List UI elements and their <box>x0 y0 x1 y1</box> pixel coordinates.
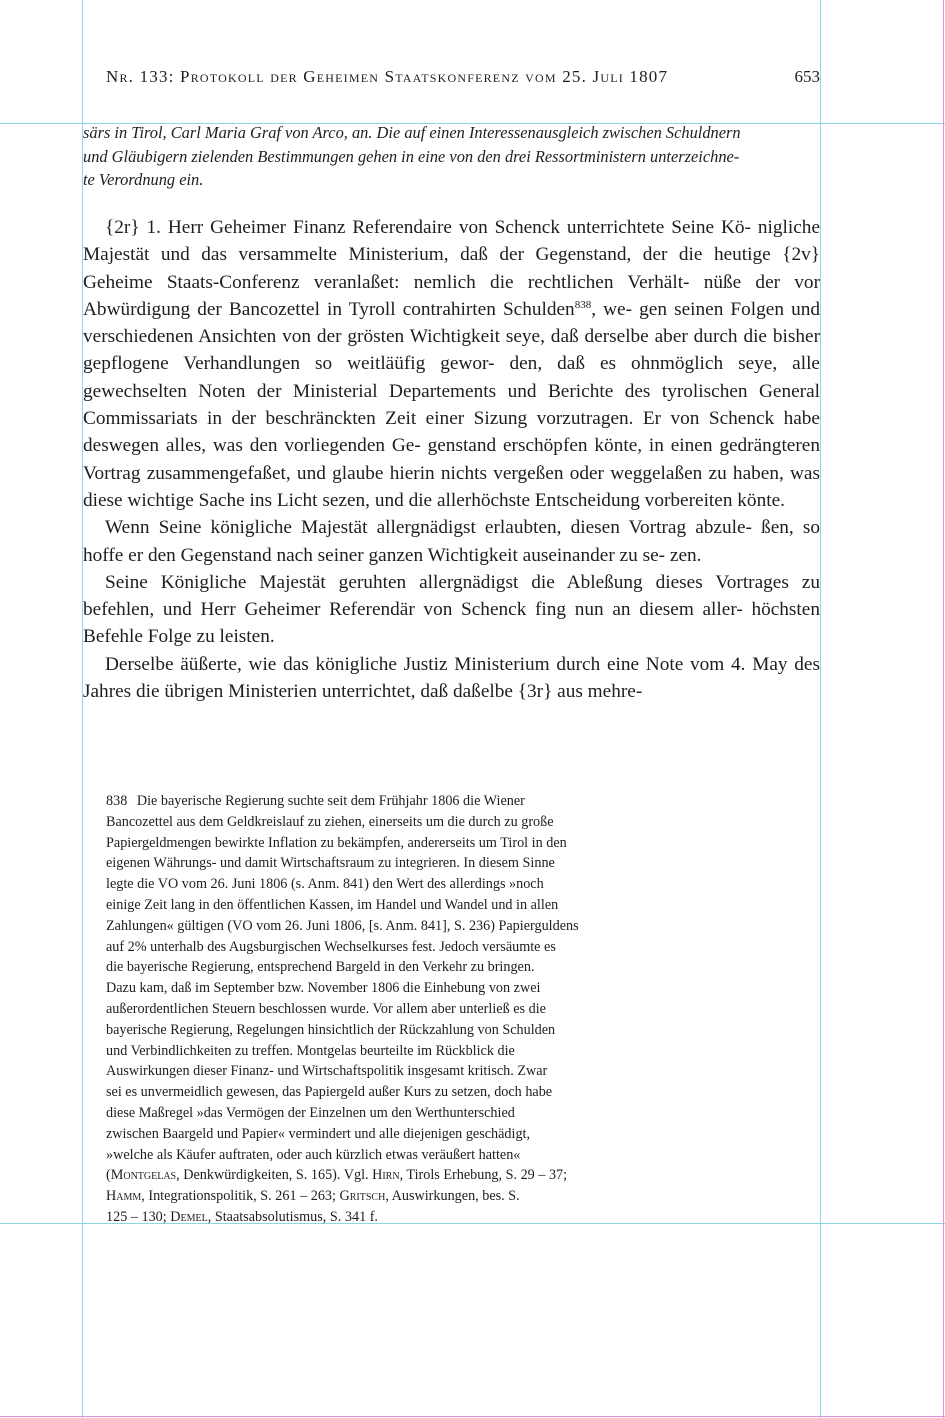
footnote: 838 Die bayerische Regierung suchte seit dem Frühjahr 1806 die Wiener Bancozettel aus dem Geldkreislauf zu ziehen, einerseits um die durch zu große Papiergeldmengen bewirkte Inflation zu bekämpfen, andererseits um Tirol in den eigenen Währungs- und damit Wirtschaftsraum zu integrieren. In diesem Sinne legte die VO vom 26. Juni 1806 (s. Anm. 841) den Wert des allerdings »noch einige Zeit lang in den öffentlichen Kassen, im Handel und Wandel und in allen Zahlungen« gültigen (VO vom 26. Juni 1806, [s. Anm. 841], S. 236) Papierguldens auf 2% unterhalb des Augsburgischen Wechselkurses fest. Jedoch versäumte es die bayerische Regierung, entsprechend Bargeld in den Verkehr zu bringen. Dazu kam, daß im September bzw. November 1806 die Einhebung von zwei außerordentlichen Steuern beschlossen wurde. Vor allem aber unterließ es die bayerische Regierung, Regelungen hinsichtlich der Rückzahlung von Schulden und Verbindlichkeiten zu treffen. Montgelas beurteilte im Rückblick die Auswirkungen dieser Finanz- und Wirtschaftspolitik insgesamt kritisch. Zwar sei es unvermeidlich gewesen, das Papiergeld außer Kurs zu setzen, doch habe diese Maßregel »das Vermögen der Einzelnen um den Werthunterschied zwischen Baargeld und Papier« vermindert und alle diejenigen geschädigt, »welche als Käufer auftraten, oder auch kürzlich etwas veräußert hatten« (Montgelas, Denkwürdigkeiten, S. 165). Vgl. Hirn, Tirols Erhebung, S. 29 – 37; Hamm, Integrationspolitik, S. 261 – 263; Gritsch, Auswirkungen, bes. S. 125 – 130; Demel, Staatsabsolutismus, S. 341 f. <box>106 793 579 1225</box>
citation-text: 125 – 130; <box>106 1208 167 1225</box>
protocol-body <box>83 214 820 705</box>
footnote-line: zwischen Baargeld und Papier« vermindert und alle diejenigen geschädigt, <box>106 1125 531 1142</box>
footnote-line: Zahlungen« gültigen (VO vom 26. Juni 1806, [s. Anm. 841], S. 236) Papierguldens <box>106 917 579 934</box>
text-line: glaube hierin nichts vergeßen oder weggelaßen zu haben, was diese wichtige Sache <box>83 462 820 511</box>
footnote-line: Papiergeldmengen bewirkte Inflation zu bekämpfen, andererseits um Tirol in den <box>106 834 567 851</box>
text-line: und Berichte des tyrolischen General Commissariats in der beschränckten Zeit einer <box>83 380 821 430</box>
footnote-line: diese Maßregel »das Vermögen der Einzelnen um den Werthunterschied <box>106 1104 515 1121</box>
footnote-line: »welche als Käufer auftraten, oder auch kürzlich etwas veräußert hatten« <box>106 1146 521 1163</box>
text-line: Seine Königliche Majestät geruhten allergnädigst die Ableßung dieses Vortrages <box>105 571 789 593</box>
footnote-line: und Verbindlichkeiten zu treffen. Montgelas beurteilte im Rückblick die <box>106 1042 515 1059</box>
text-line: genstand erschöpfen könte, in einen gedrängteren Vortrag zusammengefaßet, und <box>83 435 820 484</box>
footnote-line: legte die VO vom 26. Juni 1806 (s. Anm. 841) den Wert des allerdings »noch <box>106 876 544 893</box>
text-line: höchsten Befehle Folge zu leisten. <box>83 599 820 648</box>
text-line: Derselbe äüßerte, wie das königliche Justiz Ministerium durch eine Note vom <box>105 653 725 675</box>
page-edge-right <box>943 0 944 1418</box>
paragraph <box>83 651 820 706</box>
citation-author: Hamm <box>106 1188 142 1205</box>
regest-line: te Verordnung ein. <box>83 170 204 189</box>
running-head <box>106 64 820 90</box>
text-line: , we- <box>591 298 633 320</box>
citation-text: , Denkwürdigkeiten, S. 165). Vgl. <box>176 1167 369 1184</box>
footnote-line: eigenen Währungs- und damit Wirtschaftsraum zu integrieren. In diesem Sinne <box>106 855 555 872</box>
text-line: heutige {2v} Geheime Staats-Conferenz veranlaßet: nemlich die rechtlichen Verhält- <box>83 244 820 293</box>
text-line: ßen, so hoffe er den Gegenstand nach seiner ganzen Wichtigkeit auseinander zu se- <box>83 517 820 566</box>
footnote-number: 838 <box>106 793 128 809</box>
regest-line: und Gläubigern zielenden Bestimmungen gehen in eine von den drei Ressortministern unterzeichne- <box>83 146 740 166</box>
footnote-line: einige Zeit lang in den öffentlichen Kassen, im Handel und Wandel und in allen <box>106 896 559 913</box>
text-line: den, daß es ohnmöglich seye, alle gewechselten Noten der Ministerial Departements <box>83 353 820 402</box>
citation-text: , Staatsabsolutismus, S. 341 f. <box>207 1208 378 1225</box>
citation-author: Hirn <box>372 1167 400 1184</box>
paragraph <box>83 569 820 651</box>
footnote-line: die bayerische Regierung, entsprechend Bargeld in den Verkehr zu bringen. <box>106 959 535 976</box>
footnote-line: Dazu kam, daß im September bzw. November 1806 die Einhebung von zwei <box>106 980 541 997</box>
text-line: Sizung vorzutragen. Er von Schenck habe deswegen alles, was den vorliegenden Ge- <box>83 408 820 457</box>
regest <box>83 121 820 192</box>
footnote-line: außerordentlichen Steuern beschlossen wurde. Vor allem aber unterließ es die <box>106 1000 546 1017</box>
citation-author: Demel <box>170 1208 208 1225</box>
margin-guide-right <box>820 0 821 1418</box>
page-edge-bottom <box>0 1416 945 1417</box>
text-line: gen seinen Folgen und verschiedenen Ansichten von der grösten Wichtigkeit seye, <box>83 298 821 348</box>
text-line: ins Licht sezen, und die allerhöchste Entscheidung vorbereiten könte. <box>249 489 785 511</box>
citation-text: , Integrationspolitik, S. 261 – 263; <box>141 1188 336 1205</box>
citation-author: Montgelas <box>110 1167 177 1184</box>
margin-guide-left <box>82 0 83 1418</box>
paragraph <box>83 214 820 514</box>
footnote-line: Die bayerische Regierung suchte seit dem Frühjahr 1806 die Wiener <box>136 793 525 809</box>
footnote-line: Bancozettel aus dem Geldkreislauf zu ziehen, einerseits um die durch zu große <box>106 813 554 830</box>
citation-text: , Tirols Erhebung, S. 29 – 37; <box>399 1167 568 1184</box>
footnote-line: Auswirkungen dieser Finanz- und Wirtschaftspolitik insgesamt kritisch. Zwar <box>106 1063 548 1080</box>
regest-line: särs in Tirol, Carl Maria Graf von Arco, an. Die auf einen Interessenausgleich zwischen Schuldnern <box>83 123 741 142</box>
text-line: {2r} 1. Herr Geheimer Finanz Referendaire von Schenck unterrichtete Seine Kö- <box>105 217 751 238</box>
footnote-line: bayerische Regierung, Regelungen hinsichtlich der Rückzahlung von Schulden <box>106 1021 556 1038</box>
footnote-line: sei es unvermeidlich gewesen, das Papiergeld außer Kurs zu setzen, doch habe <box>106 1084 553 1101</box>
citation-text: , Auswirkungen, bes. S. <box>385 1188 520 1205</box>
footnote-reference[interactable]: 838 <box>574 298 592 311</box>
running-head-title: Nr. 133: Protokoll der Geheimen Staatskonferenz vom 25. Juli 1807 <box>106 67 669 86</box>
text-line: nigliche Majestät und das versammelte Ministerium, daß der Gegenstand, der die <box>83 217 820 266</box>
citation-author: Gritsch <box>339 1188 386 1205</box>
page-number: 653 <box>794 67 820 86</box>
text-line: zen. <box>669 544 702 566</box>
text-line: nüße der vor Abwürdigung der Bancozettel in Tyroll contrahirten Schulden <box>83 271 820 320</box>
text-line: 4. May des Jahres die übrigen Ministerien unterrichtet, daß daßelbe {3r} aus mehre- <box>83 653 820 703</box>
text-line: Wenn Seine königliche Majestät allergnädigst erlaubten, diesen Vortrag abzule- <box>105 517 752 539</box>
text-line: daß derselbe aber durch die bisher gepflogene Verhandlungen so weitläüfig gewor- <box>83 326 820 375</box>
footnote-line: auf 2% unterhalb des Augsburgischen Wechselkurses fest. Jedoch versäumte es <box>106 938 556 955</box>
paragraph <box>83 514 820 569</box>
text-line: zu befehlen, und Herr Geheimer Referendär von Schenck fing nun an diesem aller- <box>83 571 820 621</box>
